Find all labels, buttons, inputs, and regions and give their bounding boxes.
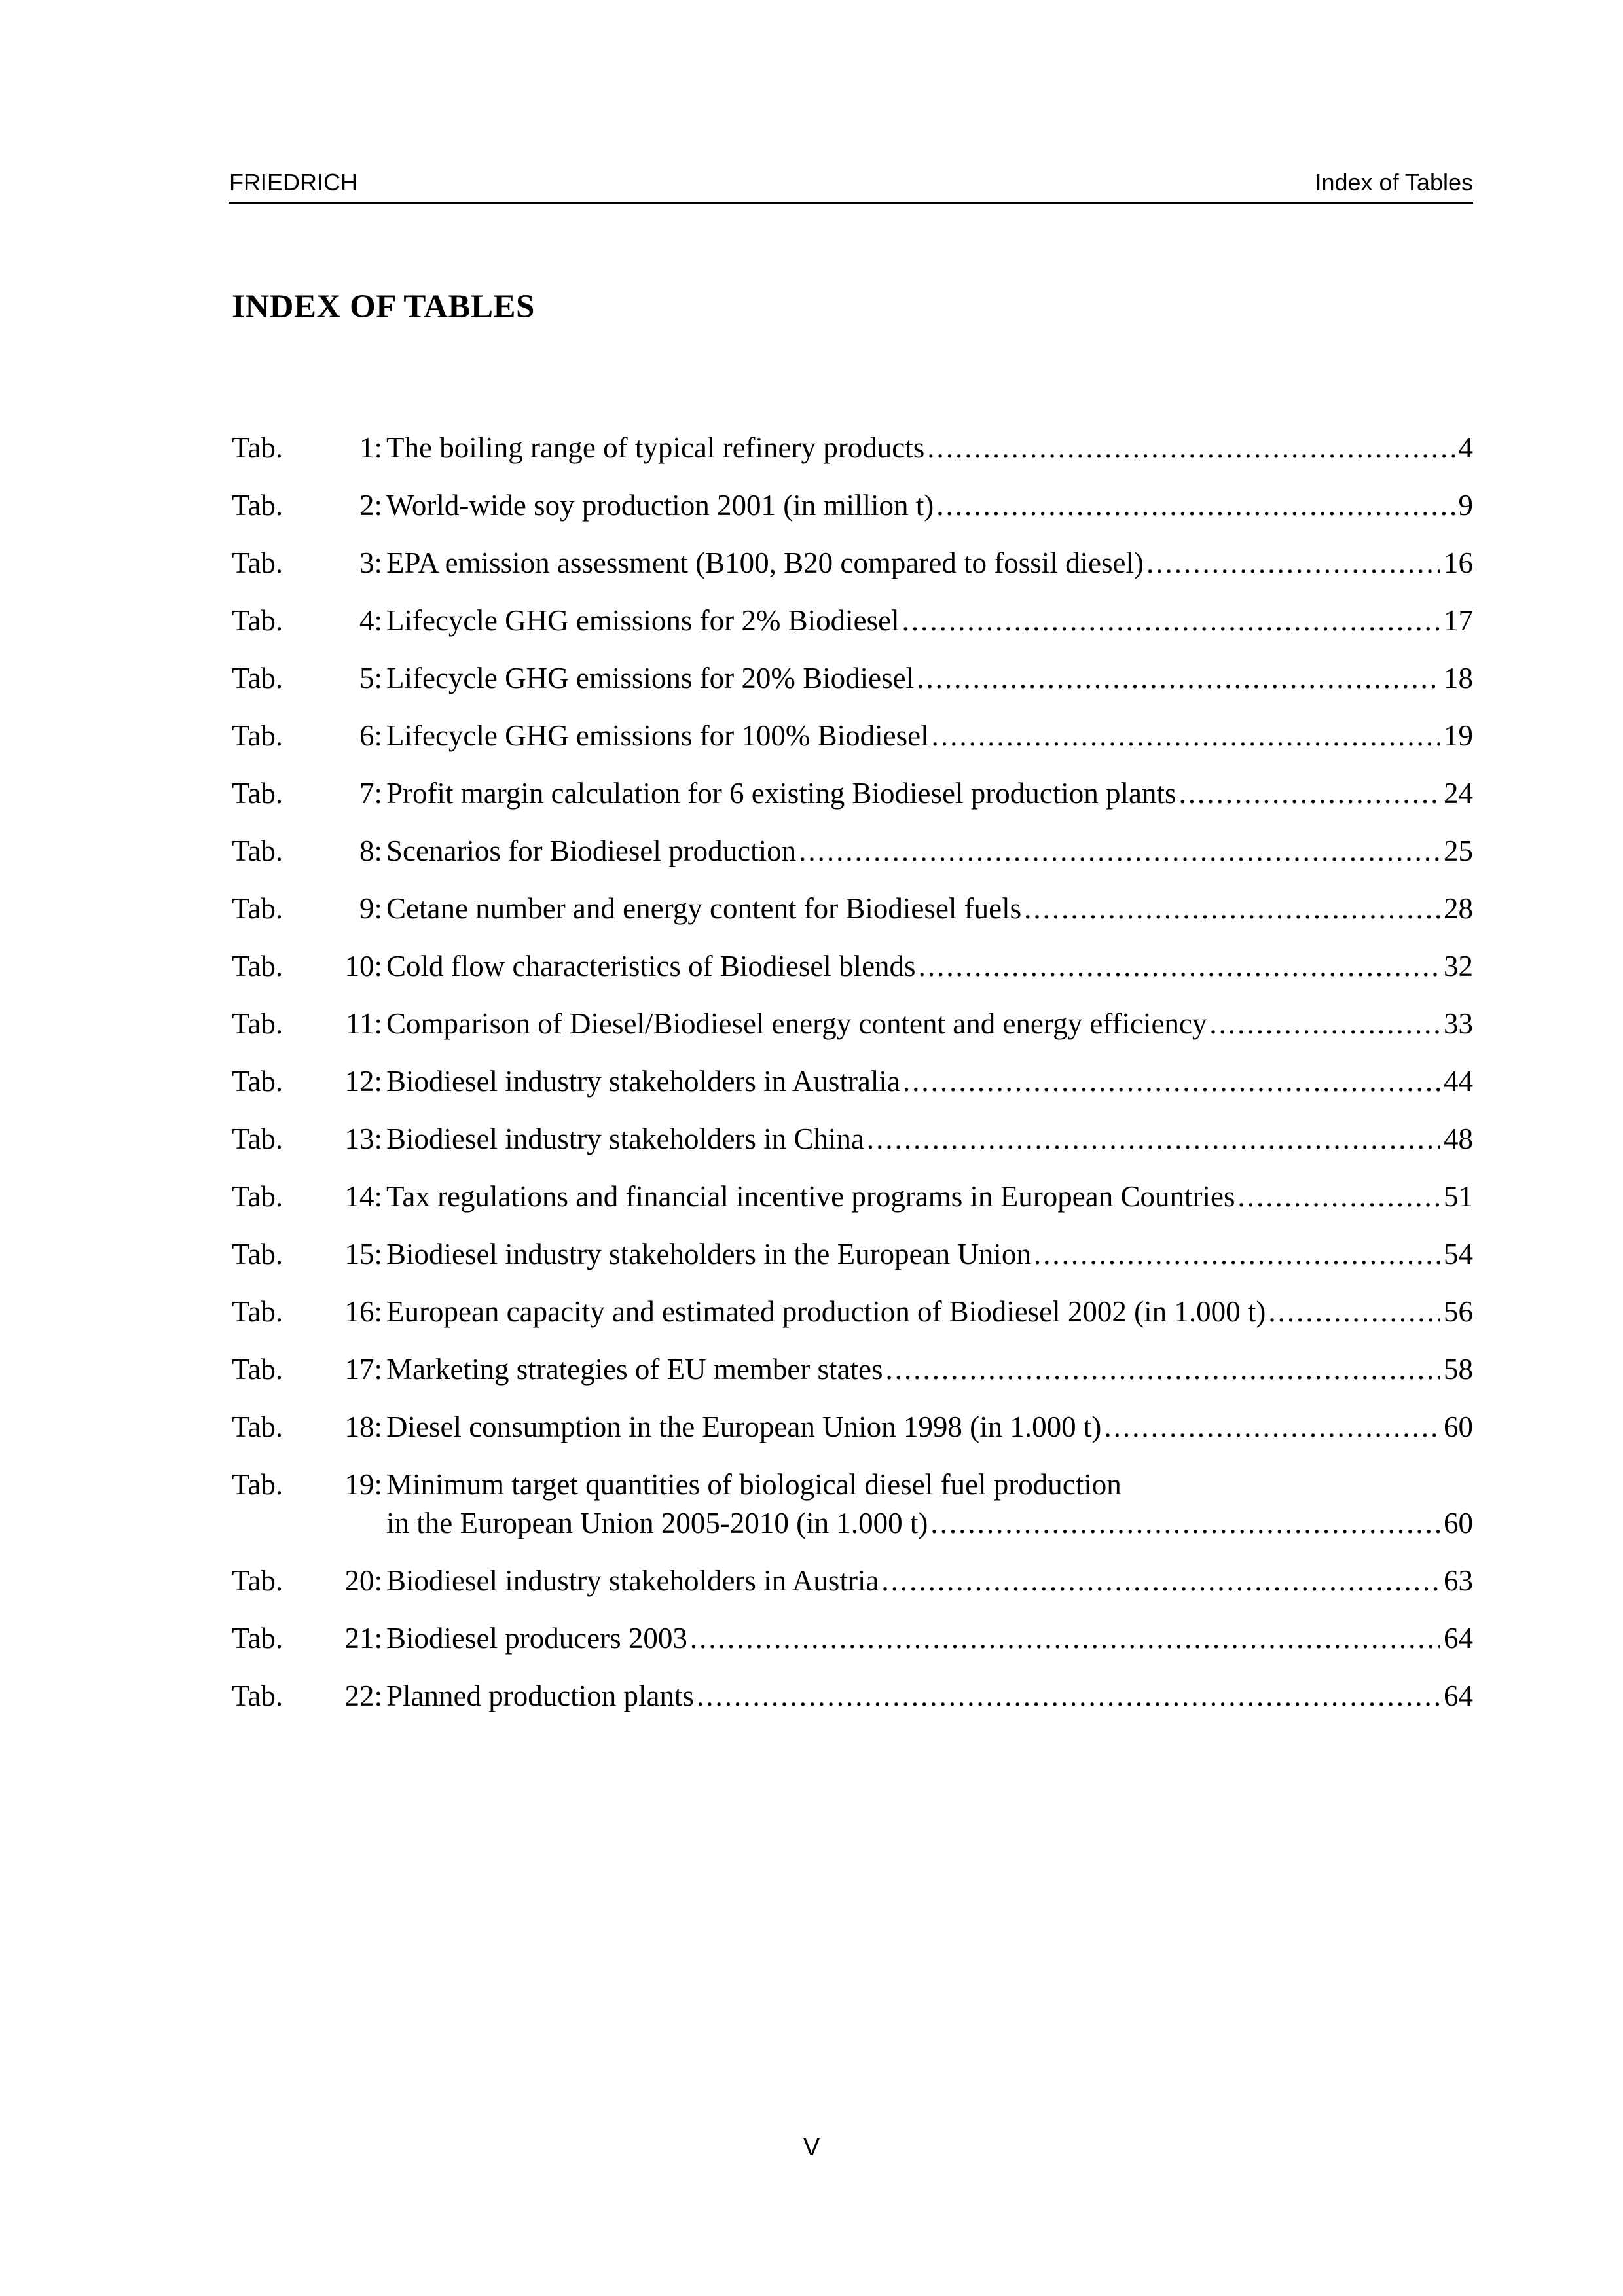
toc-entry[interactable] xyxy=(232,822,1473,880)
table-label xyxy=(232,1552,382,1609)
entry-title: Profit margin calculation for 6 existing Biodiesel production plants xyxy=(386,777,1176,810)
entry-page-number: 44 xyxy=(1444,1065,1473,1098)
entry-title: Biodiesel producers 2003 xyxy=(386,1622,687,1655)
entry-page-number: 16 xyxy=(1444,547,1473,579)
entry-page-number: 4 xyxy=(1458,431,1473,464)
table-label xyxy=(232,1283,382,1340)
entry-title: Lifecycle GHG emissions for 100% Biodiesel xyxy=(386,719,929,752)
entry-page-number: 28 xyxy=(1444,892,1473,925)
table-number: 12: xyxy=(344,1065,382,1098)
toc-entry[interactable] xyxy=(232,1052,1473,1110)
entry-page-number: 51 xyxy=(1444,1180,1473,1213)
table-label xyxy=(232,1225,382,1283)
entry-title: World-wide soy production 2001 (in million t) xyxy=(386,489,934,522)
entry-title: Lifecycle GHG emissions for 20% Biodiesel xyxy=(386,662,915,694)
table-label xyxy=(232,1398,382,1456)
table-prefix: Tab. xyxy=(232,547,283,579)
table-number: 3: xyxy=(359,547,382,579)
table-number: 2: xyxy=(359,489,382,522)
entry-page-number: 48 xyxy=(1444,1122,1473,1155)
entry-title: Tax regulations and financial incentive programs in European Countries xyxy=(386,1180,1235,1213)
table-label xyxy=(232,937,382,995)
entry-body xyxy=(386,592,1473,649)
table-label xyxy=(232,419,382,476)
table-prefix: Tab. xyxy=(232,1007,283,1040)
entry-page-number: 9 xyxy=(1458,489,1473,522)
entry-body xyxy=(386,1609,1473,1667)
table-prefix: Tab. xyxy=(232,1564,283,1597)
table-number: 13: xyxy=(344,1122,382,1155)
table-label xyxy=(232,822,382,880)
entry-body xyxy=(386,1340,1473,1398)
entry-title: Scenarios for Biodiesel production xyxy=(386,834,797,867)
dot-leader xyxy=(1104,1398,1440,1456)
entry-body xyxy=(386,880,1473,937)
table-number: 8: xyxy=(359,834,382,867)
table-prefix: Tab. xyxy=(232,834,283,867)
toc-entry[interactable] xyxy=(232,995,1473,1052)
entry-title: Cold flow characteristics of Biodiesel blends xyxy=(386,950,916,982)
dot-leader xyxy=(690,1609,1440,1667)
entry-page-number: 60 xyxy=(1444,1507,1473,1539)
entry-title: Biodiesel industry stakeholders in Australia xyxy=(386,1065,900,1098)
dot-leader xyxy=(881,1552,1440,1609)
table-label xyxy=(232,764,382,822)
entry-body xyxy=(386,1225,1473,1283)
entry-body xyxy=(386,937,1473,995)
table-prefix: Tab. xyxy=(232,662,283,694)
toc-entry[interactable] xyxy=(232,1283,1473,1340)
dot-leader xyxy=(799,822,1440,880)
table-label xyxy=(232,1168,382,1225)
entry-title: Diesel consumption in the European Union 1998 (in 1.000 t) xyxy=(386,1410,1102,1443)
entry-body xyxy=(386,476,1473,534)
entry-title: EPA emission assessment (B100, B20 compared to fossil diesel) xyxy=(386,547,1144,579)
table-prefix: Tab. xyxy=(232,1238,283,1270)
table-label xyxy=(232,534,382,592)
dot-leader xyxy=(903,1052,1440,1110)
table-prefix: Tab. xyxy=(232,1122,283,1155)
toc-entry[interactable] xyxy=(232,476,1473,534)
dot-leader xyxy=(886,1340,1440,1398)
toc-entry[interactable] xyxy=(232,1609,1473,1667)
toc-entry[interactable] xyxy=(232,764,1473,822)
entry-page-number: 64 xyxy=(1444,1679,1473,1712)
table-label xyxy=(232,1667,382,1725)
entry-body xyxy=(386,1667,1473,1725)
table-number: 22: xyxy=(344,1679,382,1712)
table-number: 4: xyxy=(359,604,382,637)
entry-title: Biodiesel industry stakeholders in China xyxy=(386,1122,864,1155)
entry-page-number: 63 xyxy=(1444,1564,1473,1597)
table-prefix: Tab. xyxy=(232,777,283,810)
header-section: Index of Tables xyxy=(1315,169,1473,196)
toc-entry[interactable] xyxy=(232,419,1473,476)
dot-leader xyxy=(932,707,1440,764)
table-label xyxy=(232,880,382,937)
entry-body xyxy=(386,1110,1473,1168)
entry-page-number: 64 xyxy=(1444,1622,1473,1655)
toc-entry[interactable] xyxy=(232,707,1473,764)
table-label xyxy=(232,592,382,649)
entry-page-number: 32 xyxy=(1444,950,1473,982)
dot-leader xyxy=(1024,880,1440,937)
dot-leader xyxy=(697,1667,1440,1725)
table-label xyxy=(232,1609,382,1667)
table-prefix: Tab. xyxy=(232,1622,283,1655)
table-number: 11: xyxy=(346,1007,382,1040)
page-title: INDEX OF TABLES xyxy=(232,289,535,325)
entry-title: Biodiesel industry stakeholders in Austria xyxy=(386,1564,879,1597)
dot-leader xyxy=(930,1494,1440,1552)
table-prefix: Tab. xyxy=(232,1065,283,1098)
entry-page-number: 60 xyxy=(1444,1410,1473,1443)
table-label xyxy=(232,1110,382,1168)
table-number: 10: xyxy=(344,950,382,982)
toc-entry[interactable] xyxy=(232,1398,1473,1456)
table-prefix: Tab. xyxy=(232,489,283,522)
toc-entry[interactable] xyxy=(232,937,1473,995)
entry-body xyxy=(386,764,1473,822)
entry-page-number: 24 xyxy=(1444,777,1473,810)
dot-leader xyxy=(1146,534,1440,592)
entry-body xyxy=(386,1552,1473,1609)
entry-body xyxy=(386,1283,1473,1340)
entry-body xyxy=(386,419,1473,476)
dot-leader xyxy=(927,419,1454,476)
entry-title: Comparison of Diesel/Biodiesel energy content and energy efficiency xyxy=(386,1007,1207,1040)
table-label xyxy=(232,707,382,764)
entry-body xyxy=(386,534,1473,592)
entry-page-number: 33 xyxy=(1444,1007,1473,1040)
dot-leader xyxy=(936,476,1454,534)
entry-page-number: 18 xyxy=(1444,662,1473,694)
table-prefix: Tab. xyxy=(232,1468,283,1501)
dot-leader xyxy=(1178,764,1440,822)
running-header xyxy=(229,168,1473,204)
toc-entry[interactable] xyxy=(232,1456,1473,1552)
toc-entry[interactable] xyxy=(232,1667,1473,1725)
entry-title: Marketing strategies of EU member states xyxy=(386,1353,883,1386)
entry-body xyxy=(386,1052,1473,1110)
table-label xyxy=(232,1456,382,1513)
table-label xyxy=(232,995,382,1052)
table-number: 20: xyxy=(344,1564,382,1597)
table-number: 17: xyxy=(344,1353,382,1386)
table-prefix: Tab. xyxy=(232,604,283,637)
entry-body xyxy=(386,1398,1473,1456)
table-number: 6: xyxy=(359,719,382,752)
table-number: 18: xyxy=(344,1410,382,1443)
entry-page-number: 56 xyxy=(1444,1295,1473,1328)
entry-title: Lifecycle GHG emissions for 2% Biodiesel xyxy=(386,604,900,637)
table-number: 19: xyxy=(344,1468,382,1501)
entry-title: Cetane number and energy content for Biodiesel fuels xyxy=(386,892,1022,925)
table-prefix: Tab. xyxy=(232,1679,283,1712)
entry-body xyxy=(386,707,1473,764)
table-label xyxy=(232,1340,382,1398)
header-author: FRIEDRICH xyxy=(229,169,357,196)
table-number: 5: xyxy=(359,662,382,694)
table-number: 1: xyxy=(359,431,382,464)
entry-page-number: 17 xyxy=(1444,604,1473,637)
entry-page-number: 19 xyxy=(1444,719,1473,752)
table-number: 9: xyxy=(359,892,382,925)
entry-title: Biodiesel industry stakeholders in the European Union xyxy=(386,1238,1031,1270)
entry-title: Planned production plants xyxy=(386,1679,694,1712)
toc-entry[interactable] xyxy=(232,880,1473,937)
dot-leader xyxy=(1268,1283,1440,1340)
entry-body xyxy=(386,1168,1473,1225)
dot-leader xyxy=(1209,995,1440,1052)
table-label xyxy=(232,476,382,534)
entry-body xyxy=(386,1456,1473,1552)
toc-entry[interactable] xyxy=(232,1552,1473,1609)
table-prefix: Tab. xyxy=(232,1180,283,1213)
table-prefix: Tab. xyxy=(232,719,283,752)
dot-leader xyxy=(917,649,1440,707)
entry-body xyxy=(386,995,1473,1052)
table-number: 14: xyxy=(344,1180,382,1213)
toc-entry[interactable] xyxy=(232,1225,1473,1283)
table-prefix: Tab. xyxy=(232,1295,283,1328)
toc-entry[interactable] xyxy=(232,534,1473,592)
entry-title: The boiling range of typical refinery products xyxy=(386,431,925,464)
entry-title: Minimum target quantities of biological diesel fuel production xyxy=(386,1468,1122,1501)
table-label xyxy=(232,1052,382,1110)
table-label xyxy=(232,649,382,707)
dot-leader xyxy=(867,1110,1440,1168)
dot-leader xyxy=(919,937,1440,995)
entry-page-number: 25 xyxy=(1444,834,1473,867)
dot-leader xyxy=(1237,1168,1440,1225)
entry-page-number: 58 xyxy=(1444,1353,1473,1386)
toc-entry[interactable] xyxy=(232,1340,1473,1398)
table-prefix: Tab. xyxy=(232,950,283,982)
entry-body xyxy=(386,822,1473,880)
toc-entry[interactable] xyxy=(232,592,1473,649)
toc-entry[interactable] xyxy=(232,1110,1473,1168)
table-prefix: Tab. xyxy=(232,431,283,464)
table-prefix: Tab. xyxy=(232,892,283,925)
toc-entry[interactable] xyxy=(232,1168,1473,1225)
entry-title: European capacity and estimated production of Biodiesel 2002 (in 1.000 t) xyxy=(386,1295,1266,1328)
index-of-tables-list xyxy=(232,419,1473,1725)
page-number: V xyxy=(803,2134,820,2161)
toc-entry[interactable] xyxy=(232,649,1473,707)
entry-body xyxy=(386,649,1473,707)
table-number: 7: xyxy=(359,777,382,810)
dot-leader xyxy=(1034,1225,1440,1283)
table-number: 15: xyxy=(344,1238,382,1270)
dot-leader xyxy=(902,592,1440,649)
table-number: 16: xyxy=(344,1295,382,1328)
table-number: 21: xyxy=(344,1622,382,1655)
entry-title-continuation: in the European Union 2005-2010 (in 1.000 t) xyxy=(386,1507,928,1539)
table-prefix: Tab. xyxy=(232,1410,283,1443)
table-prefix: Tab. xyxy=(232,1353,283,1386)
entry-page-number: 54 xyxy=(1444,1238,1473,1270)
